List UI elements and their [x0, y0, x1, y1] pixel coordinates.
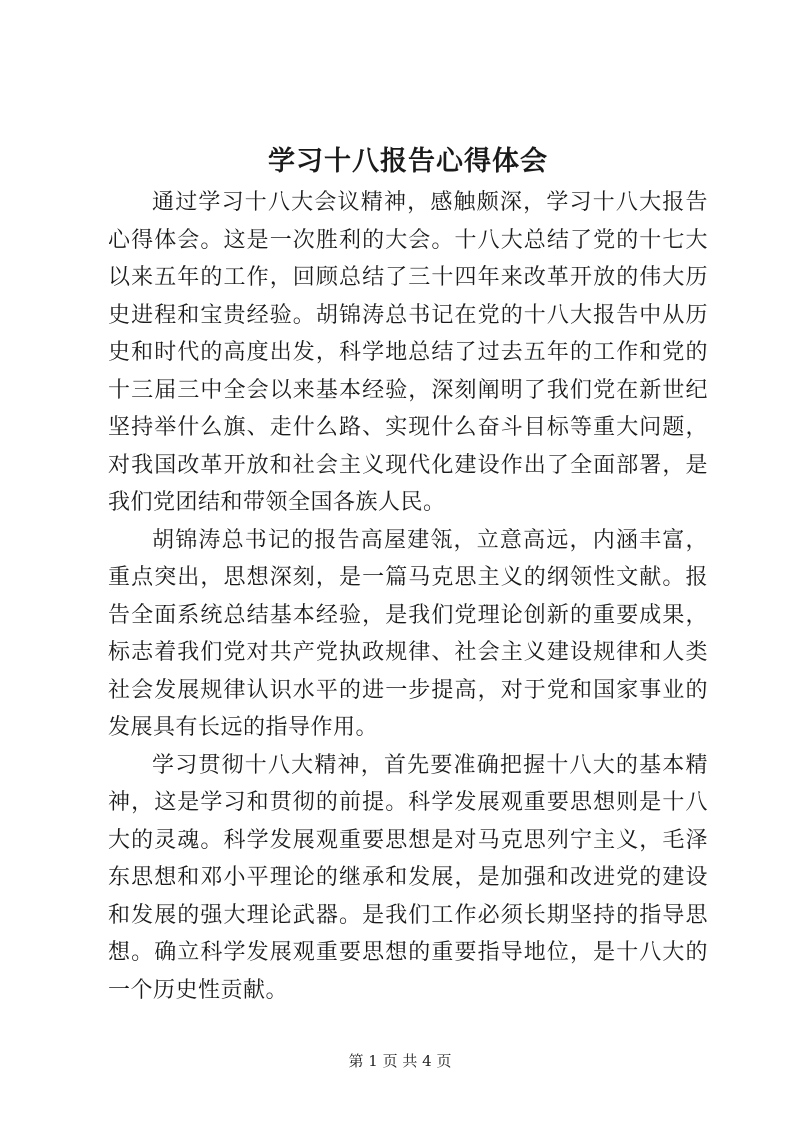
paragraph-1: 通过学习十八大会议精神，感触颇深，学习十八大报告心得体会。这是一次胜利的大会。十八大总结了党的十七大以来五年的工作，回顾总结了三十四年来改革开放的伟大历史进程和宝贵经验。胡锦涛总书记在党的十八大报告中从历史和时代的高度出发，科学地总结了过去五年的工作和党的十三届三中全会以来基本经验，深刻阐明了我们党在新世纪坚持举什么旗、走什么路、实现什么奋斗目标等重大问题，对我国改革开放和社会主义现代化建设作出了全面部署，是我们党团结和带领全国各族人民。	[108, 190, 708, 515]
paragraph-3: 学习贯彻十八大精神，首先要准确把握十八大的基本精神，这是学习和贯彻的前提。科学发展观重要思想则是十八大的灵魂。科学发展观重要思想是对马克思列宁主义，毛泽东思想和邓小平理论的继承和发展，是加强和改进党的建设和发展的强大理论武器。是我们工作必须长期坚持的指导思想。确立科学发展观重要思想的重要指导地位，是十八大的一个历史性贡献。	[108, 752, 708, 1003]
document-title: 学习十八报告心得体会	[268, 146, 548, 177]
document-page	[108, 140, 708, 1009]
page-footer: 第 1 页 共 4 页	[348, 1052, 452, 1070]
paragraph-2: 胡锦涛总书记的报告高屋建瓴，立意高远，内涵丰富，重点突出，思想深刻，是一篇马克思主义的纲领性文献。报告全面系统总结基本经验，是我们党理论创新的重要成果，标志着我们党对共产党执政规律、社会主义建设规律和人类社会发展规律认识水平的进一步提高，对于党和国家事业的发展具有长远的指导作用。	[108, 527, 708, 740]
